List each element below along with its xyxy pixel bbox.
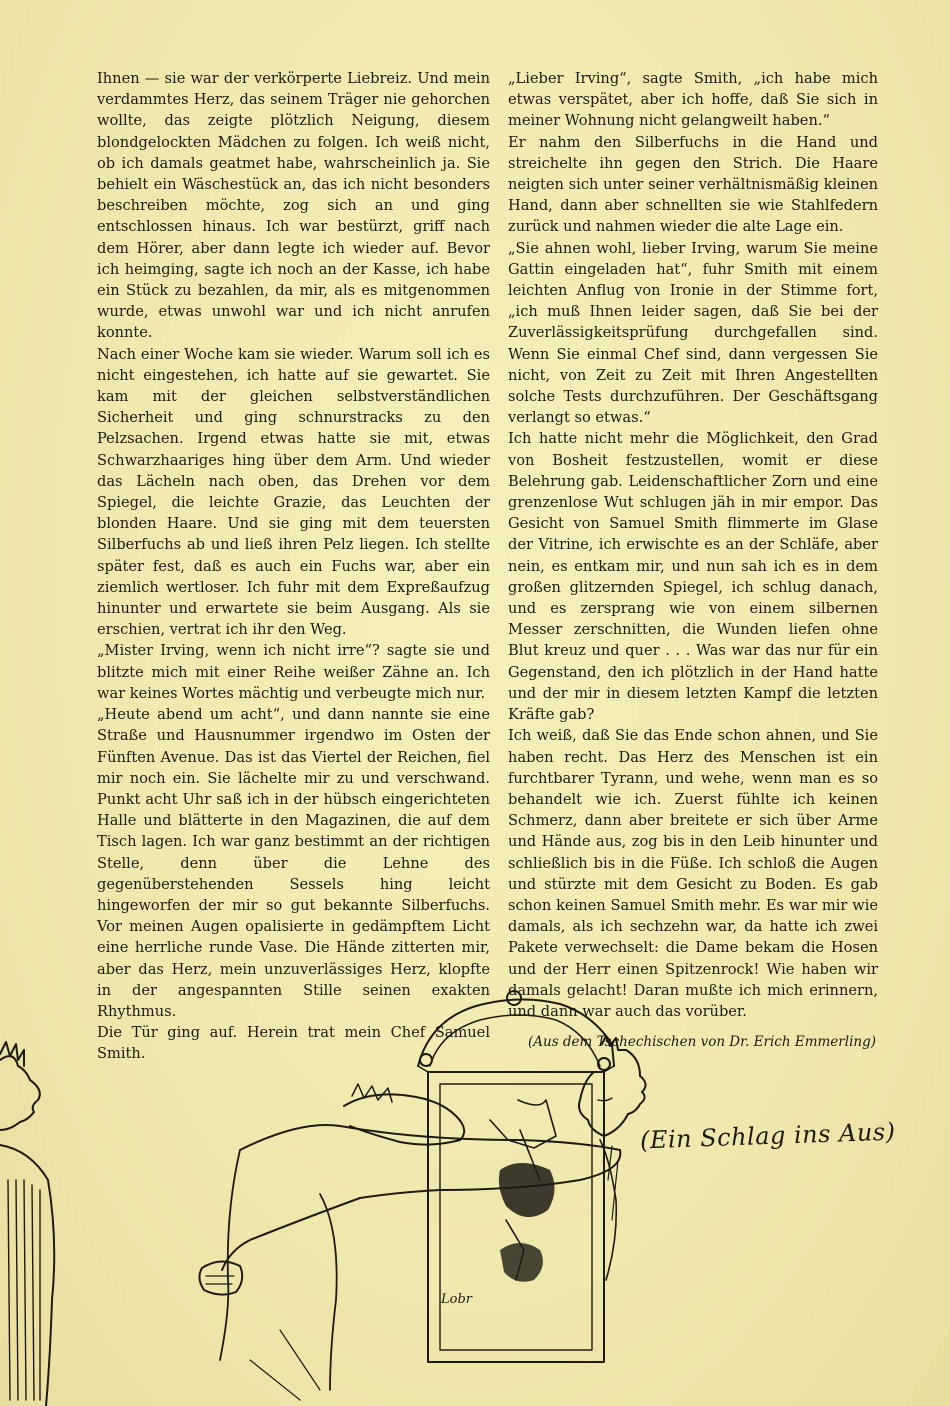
paragraph: Er nahm den Silberfuchs in die Hand und streichelte ihn gegen den Strich. Die Haare neigten sich unter seiner verhältnismäßig kleinen Hand, dann aber schnellten sie wie Stahlfedern zurück und nahmen wieder die alte Lage ein. [508,133,878,236]
fist [199,1261,242,1294]
cartoon-illustration [0,980,950,1406]
paragraph: Ich hatte nicht mehr die Möglichkeit, den Grad von Bosheit festzustellen, womit er diese Belehrung gab. Leidenschaftlicher Zorn und eine grenzenlose Wut schlugen jäh in mir empor. Das Gesicht von Samuel Smith flimmerte im Glase der Vitrine, ich erwischte es an der Schläfe, aber nein, es entkam mir, und nun sah ich es in dem großen glitzernden Spiegel, ich schlug danach, und es zersprang wie von einem silbernen Messer zerschnitten, die Wunden liefen ohne Blut kreuz und quer . . . Was war das nur für ein Gegenstand, den ich plötzlich in der Hand hatte und der mir in diesem letzten Kampf die letzten Kräfte gab? [508,430,878,724]
translation-credit: (Aus dem Tschechischen von Dr. Erich Emmerling) [527,1034,876,1051]
left-figure-hair [0,1042,24,1066]
lunging-man-arm [222,1125,620,1270]
paragraph: Ich weiß, daß Sie das Ende schon ahnen, und Sie haben recht. Das Herz des Menschen ist ein furchtbarer Tyrann, und wehe, wenn man es so behandelt wie ich. Zuerst fühlte ich keinen Schmerz, dann aber breitete er sich über Arme und Hände aus, zog bis in den Leib hinunter und schließlich bis in die Füße. Ich schloß die Augen und stürzte mit dem Gesicht zu Boden. Es gab schon keinen Samuel Smith mehr. Es war mir wie damals, als ich sechzehn war, da hatte ich zwei Pakete verwechselt: die Dame bekam die Hosen und der Herr einen Spitzenrock! Wie haben wir damals gelacht! Daran mußte ich mich erinnern, und dann war auch das vorüber. [508,727,878,1020]
paragraph: „Heute abend um acht“, und dann nannte sie eine Straße und Hausnummer irgendwo im Osten der Fünften Avenue. Das ist das Viertel der Reichen, fiel mir noch ein. Sie lächelte mir zu und verschwand. Punkt acht Uhr saß ich in der hübsch eingerichteten Halle und blätterte in den Magazinen, die auf dem Tisch lagen. Ich war ganz bestimmt an der richtigen Stelle, denn über die Lehne des gegenüberstehenden Sessels hing leicht hingeworfen der mir so gut bekannte Silberfuchs. Vor meinen Augen opalisierte in gedämpftem Licht eine herrliche runde Vase. Die Hände zitterten mir, aber das Herz, mein unzuverlässiges Herz, klopfte in der angespannten Stille seinen exakten Rhythmus. [97,706,490,1020]
left-text-column [97,68,490,1065]
paragraph: „Sie ahnen wohl, lieber Irving, warum Sie meine Gattin eingeladen hat“, fuhr Smith mit einem leichten Anflug von Ironie in der Stimme fort, „ich muß Ihnen leider sagen, daß Sie bei der Zuverlässigkeitsprüfung durchgefallen sind. Wenn Sie einmal Chef sind, dann vergessen Sie nicht, von Zeit zu Zeit mit Ihren Angestellten solche Tests durchzuführen. Der Geschäftsgang verlangt so etwas.“ [508,239,878,427]
artist-signature: Lobr [441,1292,472,1307]
cabinet-crest [418,999,614,1066]
cartoon-drawing [0,980,950,1406]
paragraph: Ihnen — sie war der verkörperte Liebreiz. Und mein verdammtes Herz, das seinem Träger nie gehorchen wollte, das zeigte plötzlich Neigung, diesem blondgelockten Mädchen zu folgen. Ich weiß nicht, ob ich damals geatmet habe, wahrscheinlich ja. Sie behielt ein Wäschestück an, das ich nicht besonders beschreiben möchte, zog sich an und ging entschlossen hinaus. Ich war bestürzt, griff nach dem Hörer, aber dann legte ich wieder auf. Bevor ich heimging, sagte ich noch an der Kasse, ich habe ein Stück zu bezahlen, da mir, als es mitgenommen wurde, etwas unwohl war und ich nicht anrufen konnte. [97,70,490,342]
paragraph: Nach einer Woche kam sie wieder. Warum soll ich es nicht eingestehen, ich hatte auf sie gewartet. Sie kam mit der gleichen selbstverständlichen Sicherheit und ging schnurstracks zu den Pelzsachen. Irgend etwas hatte sie mit, etwas Schwarzhaariges hing über dem Arm. Und wieder das Lächeln nach oben, das Drehen vor dem Spiegel, die leichte Grazie, das Leuchten der blonden Haare. Und sie ging mit dem teuersten Silberfuchs ab und ließ ihren Pelz liegen. Ich stellte später fest, daß es auch ein Fuchs war, aber ein ziemlich wertloser. Ich fuhr mit dem Expreßaufzug hinunter und erwartete sie beim Ausgang. Als sie erschien, vertrat ich ihr den Weg. [97,345,490,639]
paragraph: „Mister Irving, wenn ich nicht irre“? sagte sie und blitzte mich mit einer Reihe weißer Zähne an. Ich war keines Wortes mächtig und verbeugte mich nur. [97,642,490,702]
paragraph: Die Tür ging auf. Herein trat mein Chef Samuel Smith. [97,1024,490,1063]
left-figure-face [0,1056,40,1130]
illustration-caption: (Ein Schlag ins Aus) [639,1117,896,1155]
right-text-column [508,68,878,1053]
paragraph: „Lieber Irving“, sagte Smith, „ich habe mich etwas verspätet, aber ich hoffe, daß Sie sich in meiner Wohnung nicht gelangweilt haben.“ [508,70,878,130]
